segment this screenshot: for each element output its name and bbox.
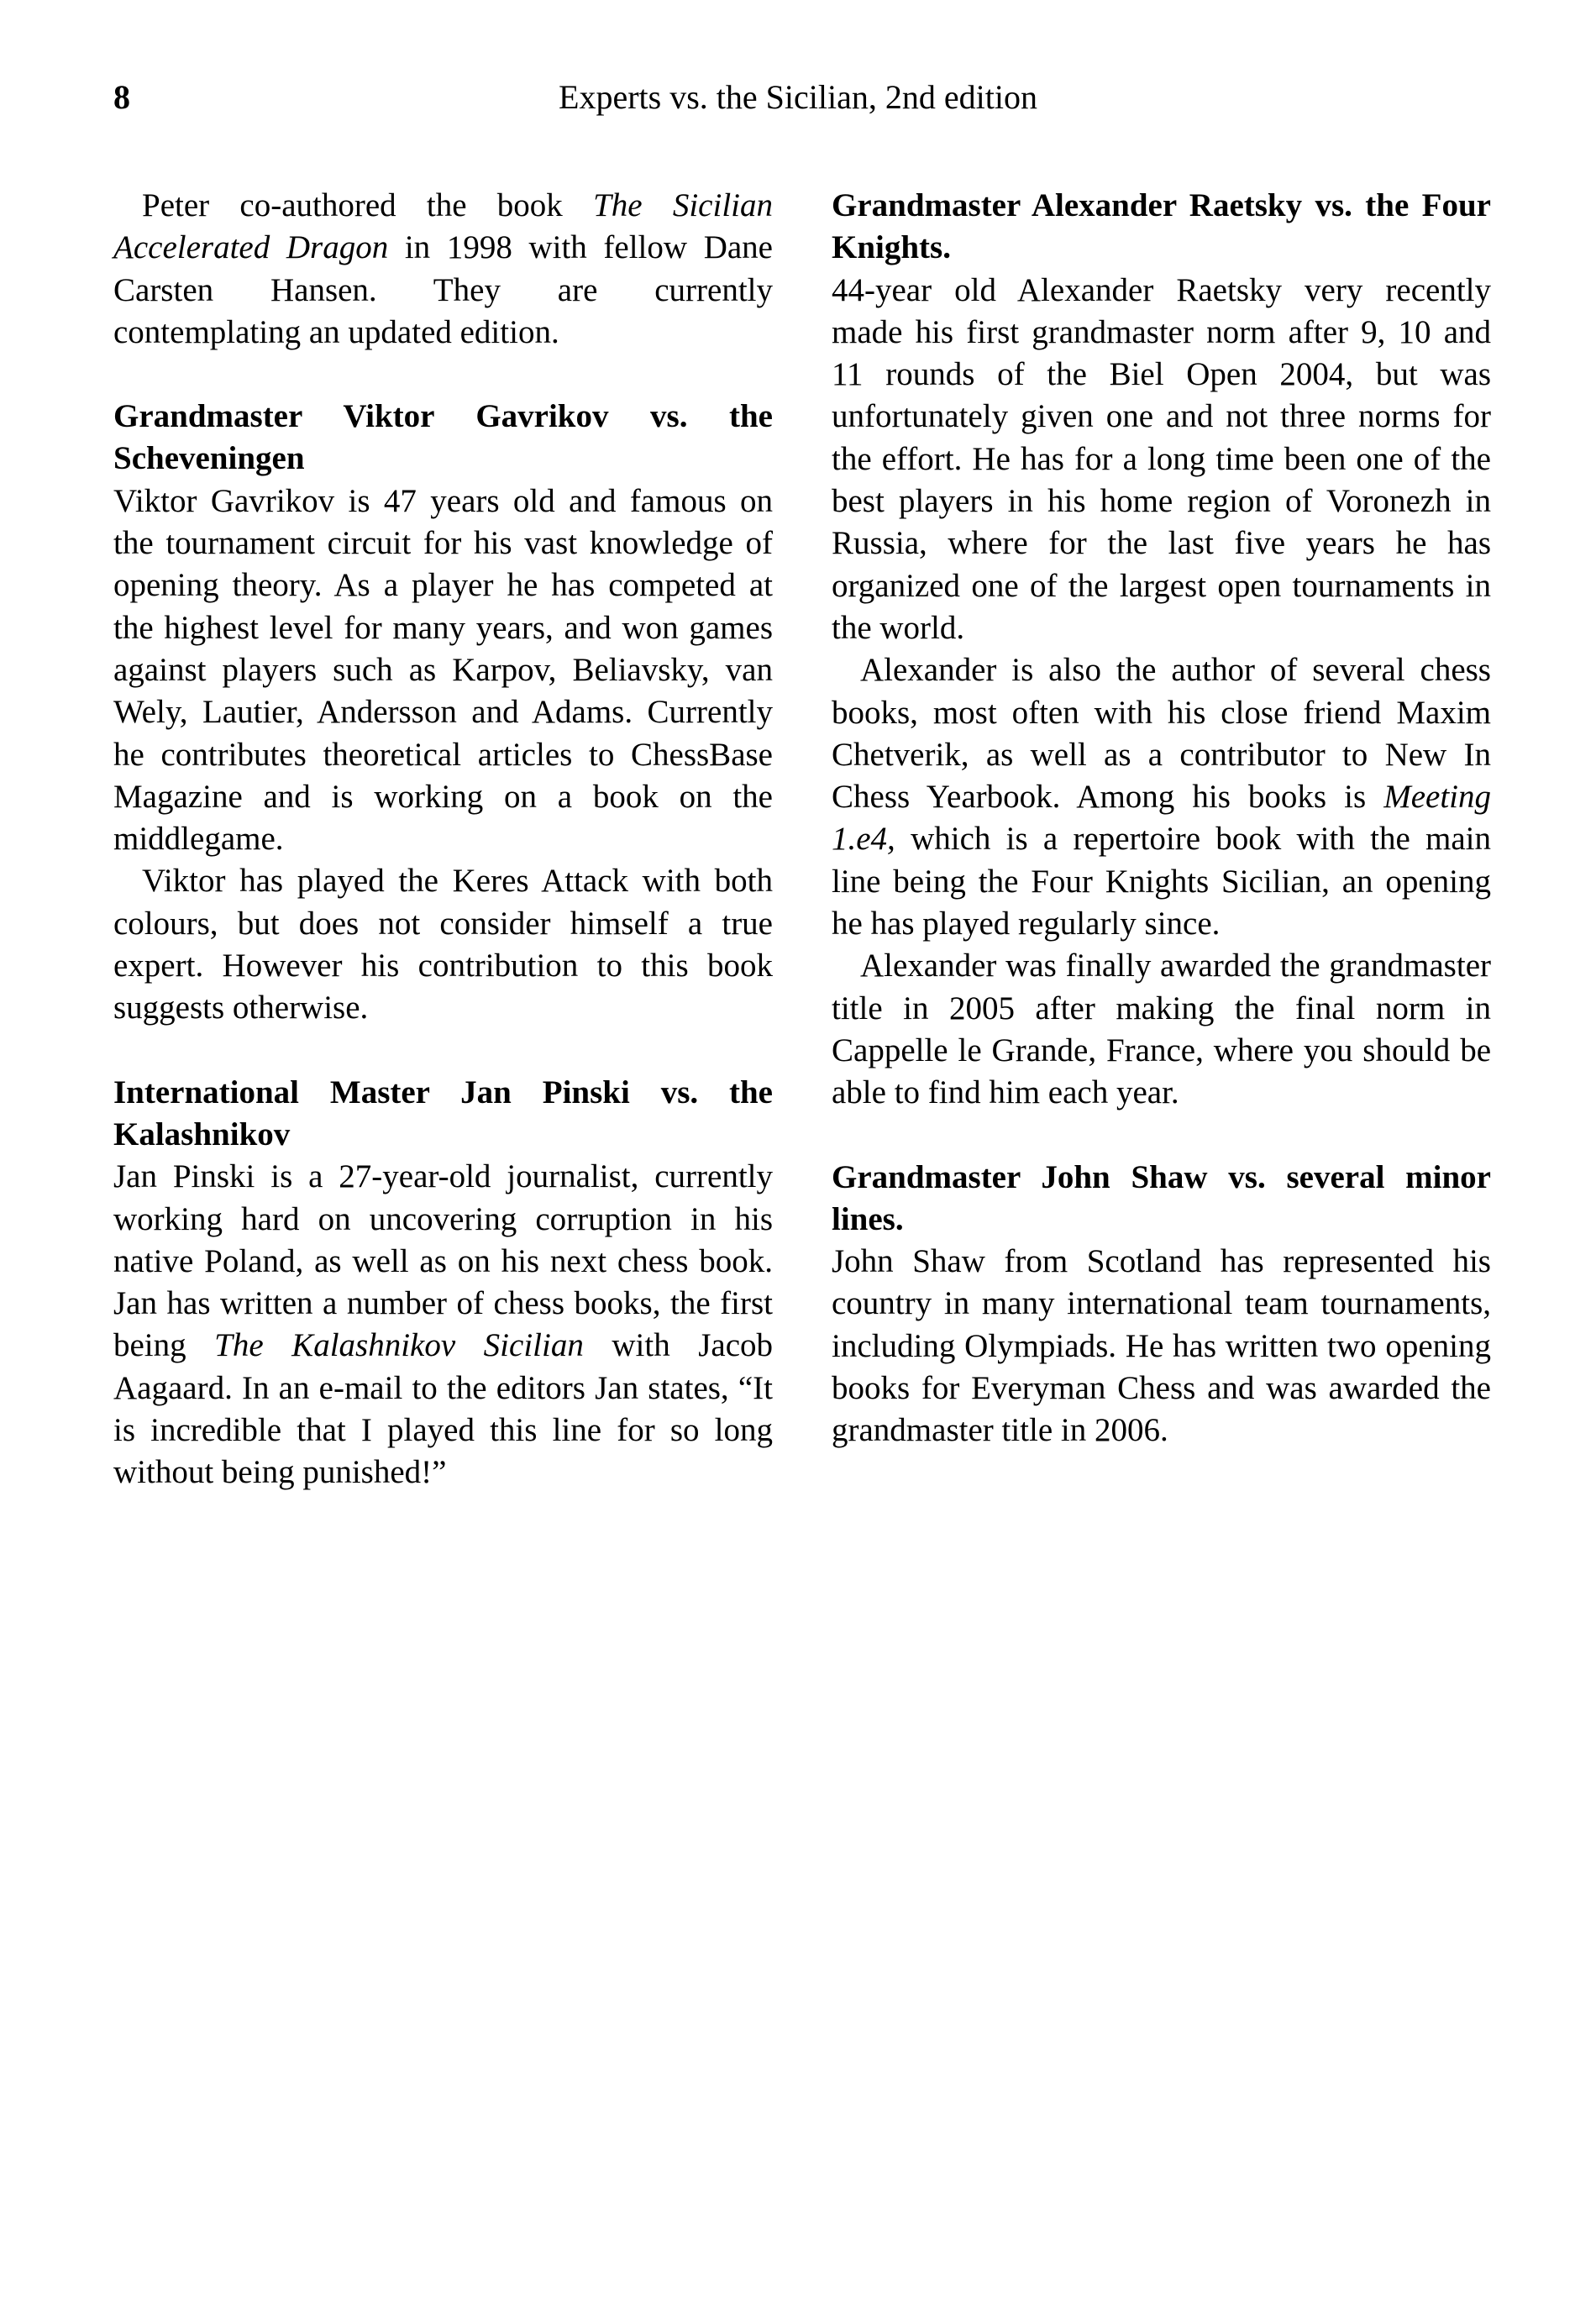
raetsky-paragraph-1: 44-year old Alexander Raetsky very recently made his first grandmaster norm after 9, 10 and 11 rounds of the Biel Open 2004, but was unfortunately given one and not three norms for the effort. He has for a long time been one of the best players in his home region of Voronezh in Russia, where for the last five years he has organized one of the largest open tournaments in the world. [832,271,1491,646]
gavrikov-paragraph-2: Viktor has played the Keres Attack with both colours, but does not consider himself a true expert. However his contribution to this book suggests otherwise. [113,863,773,1026]
right-column [832,185,1491,1452]
shaw-heading: Grandmaster John Shaw vs. several minor lines. [832,1158,1491,1237]
gavrikov-heading: Grandmaster Viktor Gavrikov vs. the Scheveningen [113,398,773,477]
pinski-text-start: Jan Pinski is a 27-year-old journalist, currently working hard on uncovering corruption in his native Poland, as well as on his next chess book. Jan has written a number of chess books, the first being [113,1158,773,1364]
raetsky-paragraph-2 [832,649,1491,945]
intro-text-start: Peter co-authored the book [142,187,594,223]
intro-paragraph [113,185,773,354]
intro-book-title: The Sicilian Accelerated Dragon [113,187,773,266]
shaw-paragraph: John Shaw from Scotland has represented his country in many international team tournaments, including Olympiads. He has written two opening books for Everyman Chess and was awarded the grandmaster title in 2006. [832,1243,1491,1449]
raetsky-text-end: which is a repertoire book with the main line being the Four Knights Sicilian, an opening he has played regularly since. [832,821,1491,942]
gavrikov-paragraph-1: Viktor Gavrikov is 47 years old and famous on the tournament circuit for his vast knowledge of opening theory. As a player he has competed at the highest level for many years, and won games against players such as Karpov, Beliavsky, van Wely, Lautier, Andersson and Adams. Currently he contributes theoretical articles to ChessBase Magazine and is working on a book on the middlegame. [113,482,773,858]
pinski-book-title: The Kalashnikov Sicilian [214,1327,584,1364]
raetsky-text-start: Alexander is also the author of several chess books, most often with his close friend Maxim Chetverik, as well as a contributor to New In Chess Yearbook. Among his books is [832,652,1491,816]
pinski-heading: International Master Jan Pinski vs. the Kalashnikov [113,1074,773,1152]
pinski-text-end: with Jacob Aagaard. In an e-mail to the editors Jan states, “It is incredible that I played this line for so long without being punished!” [113,1327,774,1491]
raetsky-heading: Grandmaster Alexander Raetsky vs. the Four Knights. [832,187,1491,266]
intro-text-end: in 1998 with fellow Dane Carsten Hansen. They are currently contemplating an updated edition. [113,229,773,350]
left-column [113,185,773,1494]
raetsky-book-title: Meeting 1.e4, [832,779,1491,858]
pinski-paragraph [113,1156,773,1494]
raetsky-paragraph-3: Alexander was finally awarded the grandmaster title in 2005 after making the final norm in Cappelle le Grande, France, where you should be able to find him each year. [832,948,1491,1111]
running-header-title: Experts vs. the Sicilian, 2nd edition [559,78,1037,116]
page-number: 8 [113,78,130,116]
